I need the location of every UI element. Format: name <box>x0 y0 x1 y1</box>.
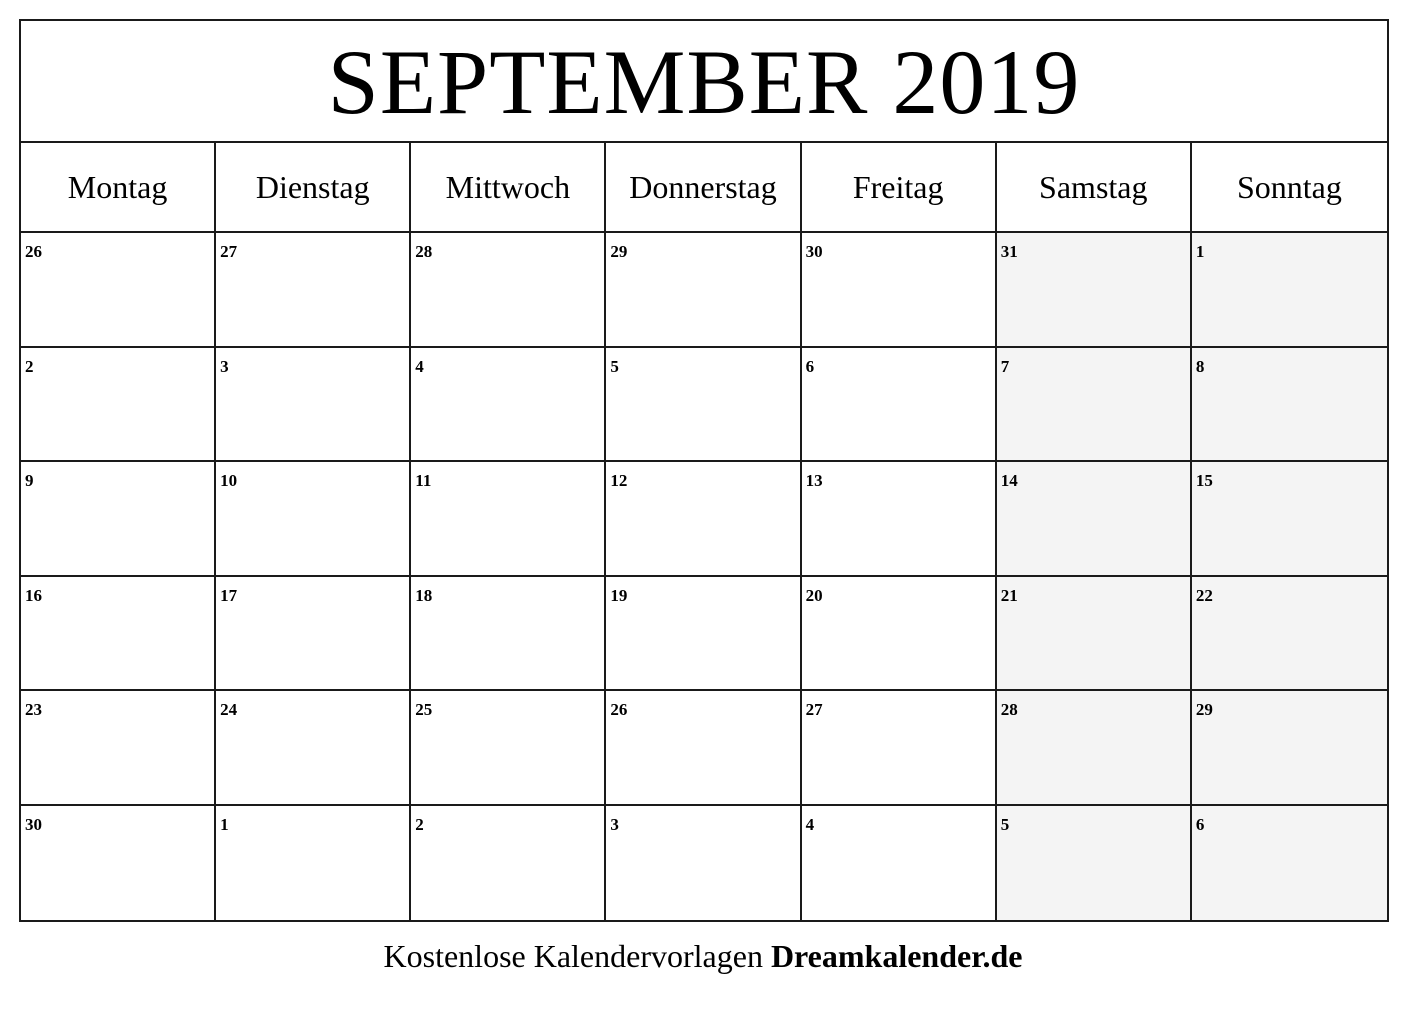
day-cell: 4 <box>411 348 606 463</box>
day-cell: 24 <box>216 691 411 806</box>
day-cell: 13 <box>802 462 997 577</box>
day-cell: 4 <box>802 806 997 921</box>
day-cell: 18 <box>411 577 606 692</box>
day-cell-weekend: 1 <box>1192 233 1387 348</box>
day-grid <box>21 233 1387 920</box>
day-cell: 12 <box>606 462 801 577</box>
day-cell: 6 <box>802 348 997 463</box>
day-cell: 20 <box>802 577 997 692</box>
day-cell-weekend: 22 <box>1192 577 1387 692</box>
weekday-header-row <box>21 143 1387 233</box>
day-cell: 23 <box>21 691 216 806</box>
day-cell: 1 <box>216 806 411 921</box>
day-cell-weekend: 6 <box>1192 806 1387 921</box>
weekday-monday: Montag <box>21 143 216 231</box>
footer-brand-link[interactable]: Dreamkalender.de <box>770 938 1023 974</box>
day-cell: 27 <box>802 691 997 806</box>
day-cell: 16 <box>21 577 216 692</box>
calendar <box>19 19 1389 922</box>
weekday-wednesday: Mittwoch <box>411 143 606 231</box>
day-cell: 5 <box>606 348 801 463</box>
day-cell: 28 <box>411 233 606 348</box>
day-cell: 2 <box>21 348 216 463</box>
day-cell-weekend: 28 <box>997 691 1192 806</box>
day-cell: 30 <box>802 233 997 348</box>
footer <box>0 938 1406 975</box>
day-cell: 26 <box>606 691 801 806</box>
weekday-sunday: Sonntag <box>1236 168 1342 205</box>
day-cell: 26 <box>21 233 216 348</box>
day-cell-weekend: 8 <box>1192 348 1387 463</box>
day-cell: 10 <box>216 462 411 577</box>
day-cell: 30 <box>21 806 216 921</box>
title-row <box>21 21 1387 143</box>
day-cell-weekend: 5 <box>997 806 1192 921</box>
day-cell-weekend: 7 <box>997 348 1192 463</box>
footer-text: Kostenlose Kalendervorlagen <box>383 938 763 974</box>
day-cell: 11 <box>411 462 606 577</box>
weekday-thursday: Donnerstag <box>606 143 801 231</box>
day-cell: 3 <box>606 806 801 921</box>
weekday-saturday: Samstag <box>997 143 1192 231</box>
day-cell: 25 <box>411 691 606 806</box>
weekday-tuesday: Dienstag <box>216 143 411 231</box>
day-cell-weekend: 21 <box>997 577 1192 692</box>
day-cell-weekend: 15 <box>1192 462 1387 577</box>
day-cell: 27 <box>216 233 411 348</box>
day-cell-weekend: 29 <box>1192 691 1387 806</box>
calendar-title: SEPTEMBER 2019 <box>327 31 1081 133</box>
day-cell: 3 <box>216 348 411 463</box>
day-cell: 17 <box>216 577 411 692</box>
day-cell-weekend: 31 <box>997 233 1192 348</box>
day-cell: 29 <box>606 233 801 348</box>
day-cell-weekend: 14 <box>997 462 1192 577</box>
day-cell: 2 <box>411 806 606 921</box>
day-cell: 19 <box>606 577 801 692</box>
weekday-friday: Freitag <box>802 143 997 231</box>
day-cell: 9 <box>21 462 216 577</box>
